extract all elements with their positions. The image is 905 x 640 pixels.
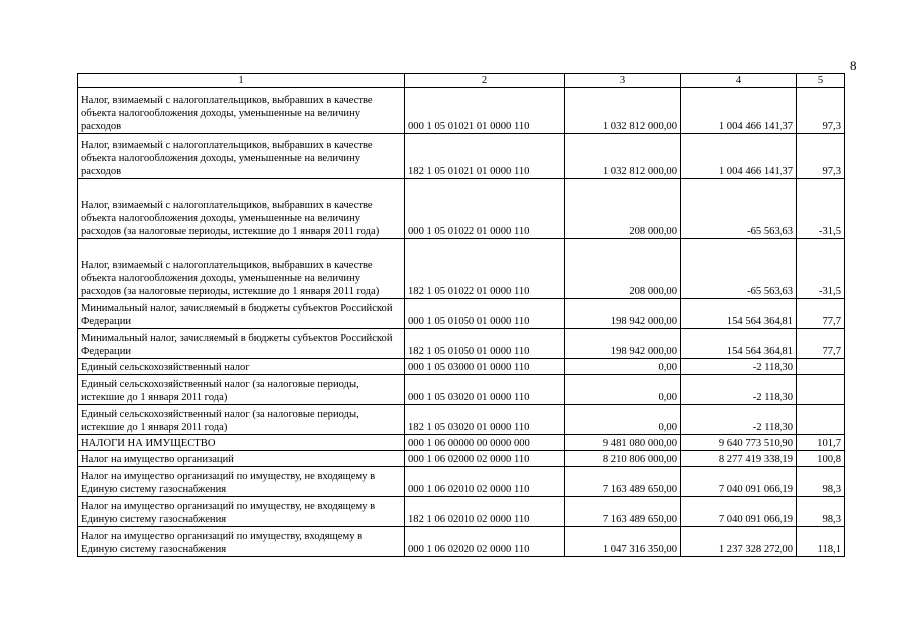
row-code: 000 1 05 01021 01 0000 110 <box>405 88 565 134</box>
row-fact: 7 040 091 066,19 <box>681 497 797 527</box>
row-fact: -2 118,30 <box>681 375 797 405</box>
row-percent: 77,7 <box>797 299 845 329</box>
table-row <box>78 299 845 329</box>
row-fact: 154 564 364,81 <box>681 299 797 329</box>
row-percent: 100,8 <box>797 451 845 467</box>
row-plan: 7 163 489 650,00 <box>565 467 681 497</box>
col-header-5: 5 <box>797 74 845 88</box>
col-header-1: 1 <box>78 74 405 88</box>
row-percent: 98,3 <box>797 497 845 527</box>
row-name: Налог на имущество организаций по имуществу, не входящему в Единую систему газоснабжения <box>78 467 405 497</box>
row-percent: 98,3 <box>797 467 845 497</box>
row-code: 000 1 05 03020 01 0000 110 <box>405 375 565 405</box>
row-name: Налог, взимаемый с налогоплательщиков, выбравших в качестве объекта налогообложения доходы, уменьшенные на величину расходов (за налоговые периоды, истекшие до 1 января 2011 года) <box>78 179 405 239</box>
row-fact: 8 277 419 338,19 <box>681 451 797 467</box>
col-header-2: 2 <box>405 74 565 88</box>
table-row <box>78 467 845 497</box>
table-row <box>78 375 845 405</box>
row-fact: 1 004 466 141,37 <box>681 88 797 134</box>
revenue-table <box>77 73 845 557</box>
row-name: Минимальный налог, зачисляемый в бюджеты субъектов Российской Федерации <box>78 299 405 329</box>
row-percent: 77,7 <box>797 329 845 359</box>
row-plan: 1 047 316 350,00 <box>565 527 681 557</box>
row-name: Единый сельскохозяйственный налог <box>78 359 405 375</box>
row-fact: 9 640 773 510,90 <box>681 435 797 451</box>
row-fact: 1 237 328 272,00 <box>681 527 797 557</box>
row-percent: 118,1 <box>797 527 845 557</box>
table-row <box>78 359 845 375</box>
row-fact: 1 004 466 141,37 <box>681 134 797 179</box>
table-row <box>78 451 845 467</box>
row-plan: 8 210 806 000,00 <box>565 451 681 467</box>
table-row <box>78 405 845 435</box>
table-row <box>78 239 845 299</box>
page-number: 8 <box>850 58 857 73</box>
row-code: 182 1 05 01022 01 0000 110 <box>405 239 565 299</box>
row-code: 000 1 06 00000 00 0000 000 <box>405 435 565 451</box>
row-code: 000 1 06 02010 02 0000 110 <box>405 467 565 497</box>
row-plan: 198 942 000,00 <box>565 329 681 359</box>
row-name: Налог, взимаемый с налогоплательщиков, выбравших в качестве объекта налогообложения доходы, уменьшенные на величину расходов <box>78 134 405 179</box>
row-fact: 7 040 091 066,19 <box>681 467 797 497</box>
row-plan: 198 942 000,00 <box>565 299 681 329</box>
header-row <box>78 74 845 88</box>
row-plan: 0,00 <box>565 405 681 435</box>
row-name: Налог на имущество организаций по имуществу, входящему в Единую систему газоснабжения <box>78 527 405 557</box>
table-row <box>78 88 845 134</box>
row-code: 000 1 06 02020 02 0000 110 <box>405 527 565 557</box>
row-code: 000 1 05 01022 01 0000 110 <box>405 179 565 239</box>
row-name: Единый сельскохозяйственный налог (за налоговые периоды, истекшие до 1 января 2011 года) <box>78 405 405 435</box>
row-percent: -31,5 <box>797 239 845 299</box>
row-plan: 9 481 080 000,00 <box>565 435 681 451</box>
row-code: 000 1 05 01050 01 0000 110 <box>405 299 565 329</box>
row-code: 182 1 05 01021 01 0000 110 <box>405 134 565 179</box>
table-row <box>78 134 845 179</box>
row-percent <box>797 359 845 375</box>
row-name: Минимальный налог, зачисляемый в бюджеты субъектов Российской Федерации <box>78 329 405 359</box>
row-plan: 208 000,00 <box>565 179 681 239</box>
col-header-4: 4 <box>681 74 797 88</box>
table-row <box>78 435 845 451</box>
col-header-3: 3 <box>565 74 681 88</box>
row-name: Налог, взимаемый с налогоплательщиков, выбравших в качестве объекта налогообложения доходы, уменьшенные на величину расходов <box>78 88 405 134</box>
table-row <box>78 179 845 239</box>
row-percent <box>797 375 845 405</box>
row-plan: 0,00 <box>565 359 681 375</box>
row-percent <box>797 405 845 435</box>
row-fact: -65 563,63 <box>681 239 797 299</box>
row-code: 182 1 05 03020 01 0000 110 <box>405 405 565 435</box>
table-row <box>78 329 845 359</box>
row-fact: -2 118,30 <box>681 359 797 375</box>
row-plan: 1 032 812 000,00 <box>565 134 681 179</box>
row-plan: 1 032 812 000,00 <box>565 88 681 134</box>
row-plan: 208 000,00 <box>565 239 681 299</box>
row-code: 000 1 05 03000 01 0000 110 <box>405 359 565 375</box>
row-plan: 0,00 <box>565 375 681 405</box>
row-fact: -2 118,30 <box>681 405 797 435</box>
row-percent: 97,3 <box>797 88 845 134</box>
row-percent: 101,7 <box>797 435 845 451</box>
row-name: Единый сельскохозяйственный налог (за налоговые периоды, истекшие до 1 января 2011 года) <box>78 375 405 405</box>
row-name: Налог на имущество организаций <box>78 451 405 467</box>
row-code: 000 1 06 02000 02 0000 110 <box>405 451 565 467</box>
row-code: 182 1 06 02010 02 0000 110 <box>405 497 565 527</box>
row-percent: 97,3 <box>797 134 845 179</box>
row-name: Налог на имущество организаций по имуществу, не входящему в Единую систему газоснабжения <box>78 497 405 527</box>
row-fact: -65 563,63 <box>681 179 797 239</box>
table-row <box>78 527 845 557</box>
row-fact: 154 564 364,81 <box>681 329 797 359</box>
row-name: Налог, взимаемый с налогоплательщиков, выбравших в качестве объекта налогообложения доходы, уменьшенные на величину расходов (за налоговые периоды, истекшие до 1 января 2011 года) <box>78 239 405 299</box>
table-row <box>78 497 845 527</box>
row-name: НАЛОГИ НА ИМУЩЕСТВО <box>78 435 405 451</box>
row-percent: -31,5 <box>797 179 845 239</box>
row-code: 182 1 05 01050 01 0000 110 <box>405 329 565 359</box>
row-plan: 7 163 489 650,00 <box>565 497 681 527</box>
